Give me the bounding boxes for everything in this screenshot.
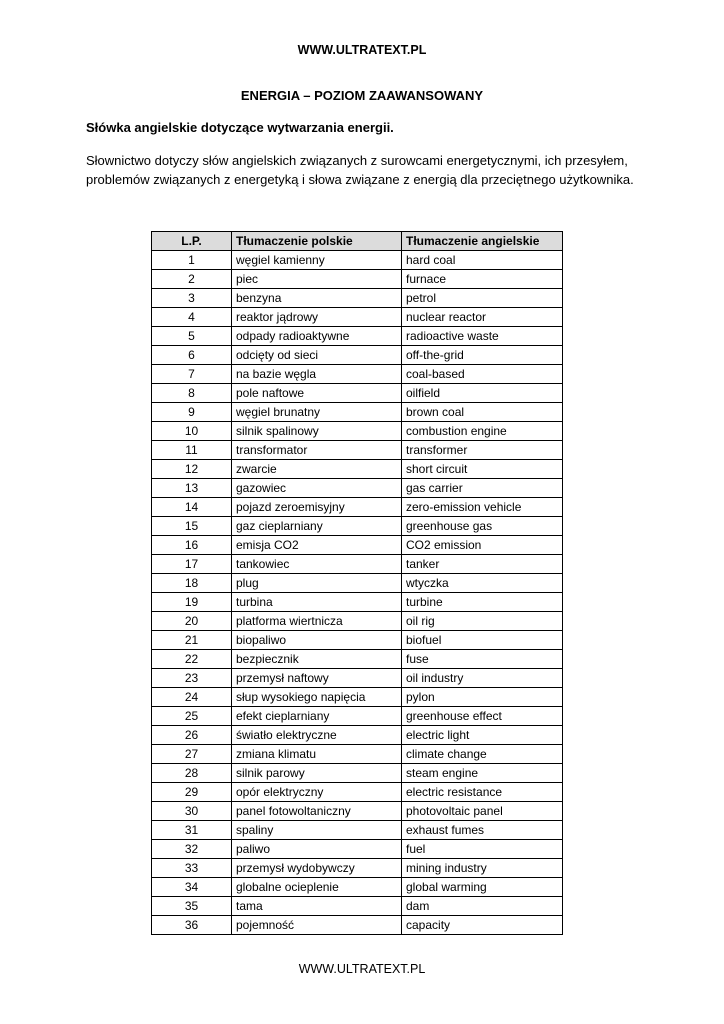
table-row <box>152 707 563 726</box>
polish-term: silnik parowy <box>232 764 402 783</box>
english-term: mining industry <box>402 859 563 878</box>
row-number: 22 <box>152 650 232 669</box>
table-row <box>152 650 563 669</box>
row-number: 24 <box>152 688 232 707</box>
english-term: turbine <box>402 593 563 612</box>
english-term: off-the-grid <box>402 346 563 365</box>
table-row <box>152 346 563 365</box>
row-number: 35 <box>152 897 232 916</box>
table-row <box>152 821 563 840</box>
table-row <box>152 574 563 593</box>
polish-term: odpady radioaktywne <box>232 327 402 346</box>
english-term: furnace <box>402 270 563 289</box>
row-number: 34 <box>152 878 232 897</box>
row-number: 16 <box>152 536 232 555</box>
table-body <box>152 251 563 935</box>
polish-term: odcięty od sieci <box>232 346 402 365</box>
table-row <box>152 897 563 916</box>
english-term: greenhouse gas <box>402 517 563 536</box>
table-row <box>152 460 563 479</box>
row-number: 28 <box>152 764 232 783</box>
polish-term: pojazd zeroemisyjny <box>232 498 402 517</box>
polish-term: efekt cieplarniany <box>232 707 402 726</box>
row-number: 1 <box>152 251 232 270</box>
english-term: combustion engine <box>402 422 563 441</box>
table-row <box>152 783 563 802</box>
row-number: 30 <box>152 802 232 821</box>
row-number: 7 <box>152 365 232 384</box>
english-term: global warming <box>402 878 563 897</box>
polish-term: tankowiec <box>232 555 402 574</box>
english-term: steam engine <box>402 764 563 783</box>
row-number: 3 <box>152 289 232 308</box>
polish-term: światło elektryczne <box>232 726 402 745</box>
header-english: Tłumaczenie angielskie <box>402 232 563 251</box>
english-term: petrol <box>402 289 563 308</box>
row-number: 12 <box>152 460 232 479</box>
table-row <box>152 745 563 764</box>
polish-term: przemysł naftowy <box>232 669 402 688</box>
table-row <box>152 593 563 612</box>
polish-term: emisja CO2 <box>232 536 402 555</box>
english-term: zero-emission vehicle <box>402 498 563 517</box>
english-term: oil industry <box>402 669 563 688</box>
table-row <box>152 555 563 574</box>
polish-term: reaktor jądrowy <box>232 308 402 327</box>
table-row <box>152 536 563 555</box>
english-term: electric resistance <box>402 783 563 802</box>
polish-term: paliwo <box>232 840 402 859</box>
table-row <box>152 688 563 707</box>
english-term: nuclear reactor <box>402 308 563 327</box>
english-term: capacity <box>402 916 563 935</box>
english-term: greenhouse effect <box>402 707 563 726</box>
polish-term: piec <box>232 270 402 289</box>
table-row <box>152 365 563 384</box>
polish-term: benzyna <box>232 289 402 308</box>
polish-term: na bazie węgla <box>232 365 402 384</box>
english-term: fuse <box>402 650 563 669</box>
row-number: 14 <box>152 498 232 517</box>
polish-term: węgiel kamienny <box>232 251 402 270</box>
table-row <box>152 327 563 346</box>
header-lp: L.P. <box>152 232 232 251</box>
polish-term: panel fotowoltaniczny <box>232 802 402 821</box>
english-term: climate change <box>402 745 563 764</box>
polish-term: spaliny <box>232 821 402 840</box>
table-row <box>152 878 563 897</box>
table-row <box>152 270 563 289</box>
polish-term: pole naftowe <box>232 384 402 403</box>
table-row <box>152 422 563 441</box>
table-row <box>152 289 563 308</box>
row-number: 36 <box>152 916 232 935</box>
row-number: 15 <box>152 517 232 536</box>
polish-term: transformator <box>232 441 402 460</box>
english-term: dam <box>402 897 563 916</box>
row-number: 9 <box>152 403 232 422</box>
polish-term: biopaliwo <box>232 631 402 650</box>
english-term: radioactive waste <box>402 327 563 346</box>
english-term: transformer <box>402 441 563 460</box>
polish-term: globalne ocieplenie <box>232 878 402 897</box>
table-row <box>152 251 563 270</box>
english-term: short circuit <box>402 460 563 479</box>
table-row <box>152 840 563 859</box>
polish-term: bezpiecznik <box>232 650 402 669</box>
row-number: 33 <box>152 859 232 878</box>
row-number: 20 <box>152 612 232 631</box>
english-term: biofuel <box>402 631 563 650</box>
site-footer: WWW.ULTRATEXT.PL <box>298 962 426 976</box>
row-number: 6 <box>152 346 232 365</box>
english-term: oilfield <box>402 384 563 403</box>
polish-term: pojemność <box>232 916 402 935</box>
table-row <box>152 859 563 878</box>
polish-term: węgiel brunatny <box>232 403 402 422</box>
table-row <box>152 441 563 460</box>
row-number: 5 <box>152 327 232 346</box>
row-number: 31 <box>152 821 232 840</box>
table-row <box>152 308 563 327</box>
row-number: 32 <box>152 840 232 859</box>
english-term: gas carrier <box>402 479 563 498</box>
row-number: 25 <box>152 707 232 726</box>
vocabulary-table <box>151 231 563 935</box>
table-row <box>152 403 563 422</box>
polish-term: przemysł wydobywczy <box>232 859 402 878</box>
table-row <box>152 726 563 745</box>
table-row <box>152 631 563 650</box>
english-term: electric light <box>402 726 563 745</box>
row-number: 26 <box>152 726 232 745</box>
english-term: exhaust fumes <box>402 821 563 840</box>
description-paragraph: Słownictwo dotyczy słów angielskich związanych z surowcami energetycznymi, ich przesyłem, problemów związanych z energetyką i słowa związane z energią dla przeciętnego użytkownika. <box>86 153 634 187</box>
table-row <box>152 612 563 631</box>
row-number: 17 <box>152 555 232 574</box>
row-number: 21 <box>152 631 232 650</box>
polish-term: zmiana klimatu <box>232 745 402 764</box>
row-number: 23 <box>152 669 232 688</box>
table-row <box>152 802 563 821</box>
row-number: 19 <box>152 593 232 612</box>
english-term: pylon <box>402 688 563 707</box>
english-term: fuel <box>402 840 563 859</box>
polish-term: zwarcie <box>232 460 402 479</box>
polish-term: gazowiec <box>232 479 402 498</box>
subtitle: Słówka angielskie dotyczące wytwarzania energii. <box>86 120 394 135</box>
header-polish: Tłumaczenie polskie <box>232 232 402 251</box>
table-header-row <box>152 232 563 251</box>
table-row <box>152 517 563 536</box>
table-row <box>152 479 563 498</box>
english-term: wtyczka <box>402 574 563 593</box>
polish-term: tama <box>232 897 402 916</box>
row-number: 11 <box>152 441 232 460</box>
page-title: ENERGIA – POZIOM ZAAWANSOWANY <box>240 88 484 103</box>
row-number: 13 <box>152 479 232 498</box>
english-term: oil rig <box>402 612 563 631</box>
polish-term: turbina <box>232 593 402 612</box>
polish-term: słup wysokiego napięcia <box>232 688 402 707</box>
row-number: 8 <box>152 384 232 403</box>
english-term: tanker <box>402 555 563 574</box>
polish-term: plug <box>232 574 402 593</box>
table-row <box>152 916 563 935</box>
row-number: 18 <box>152 574 232 593</box>
table-row <box>152 764 563 783</box>
polish-term: platforma wiertnicza <box>232 612 402 631</box>
english-term: CO2 emission <box>402 536 563 555</box>
row-number: 27 <box>152 745 232 764</box>
site-header: WWW.ULTRATEXT.PL <box>297 43 427 57</box>
row-number: 2 <box>152 270 232 289</box>
polish-term: opór elektryczny <box>232 783 402 802</box>
table-row <box>152 384 563 403</box>
row-number: 10 <box>152 422 232 441</box>
table-row <box>152 498 563 517</box>
english-term: hard coal <box>402 251 563 270</box>
english-term: brown coal <box>402 403 563 422</box>
table-row <box>152 669 563 688</box>
row-number: 29 <box>152 783 232 802</box>
polish-term: silnik spalinowy <box>232 422 402 441</box>
english-term: coal-based <box>402 365 563 384</box>
english-term: photovoltaic panel <box>402 802 563 821</box>
polish-term: gaz cieplarniany <box>232 517 402 536</box>
row-number: 4 <box>152 308 232 327</box>
